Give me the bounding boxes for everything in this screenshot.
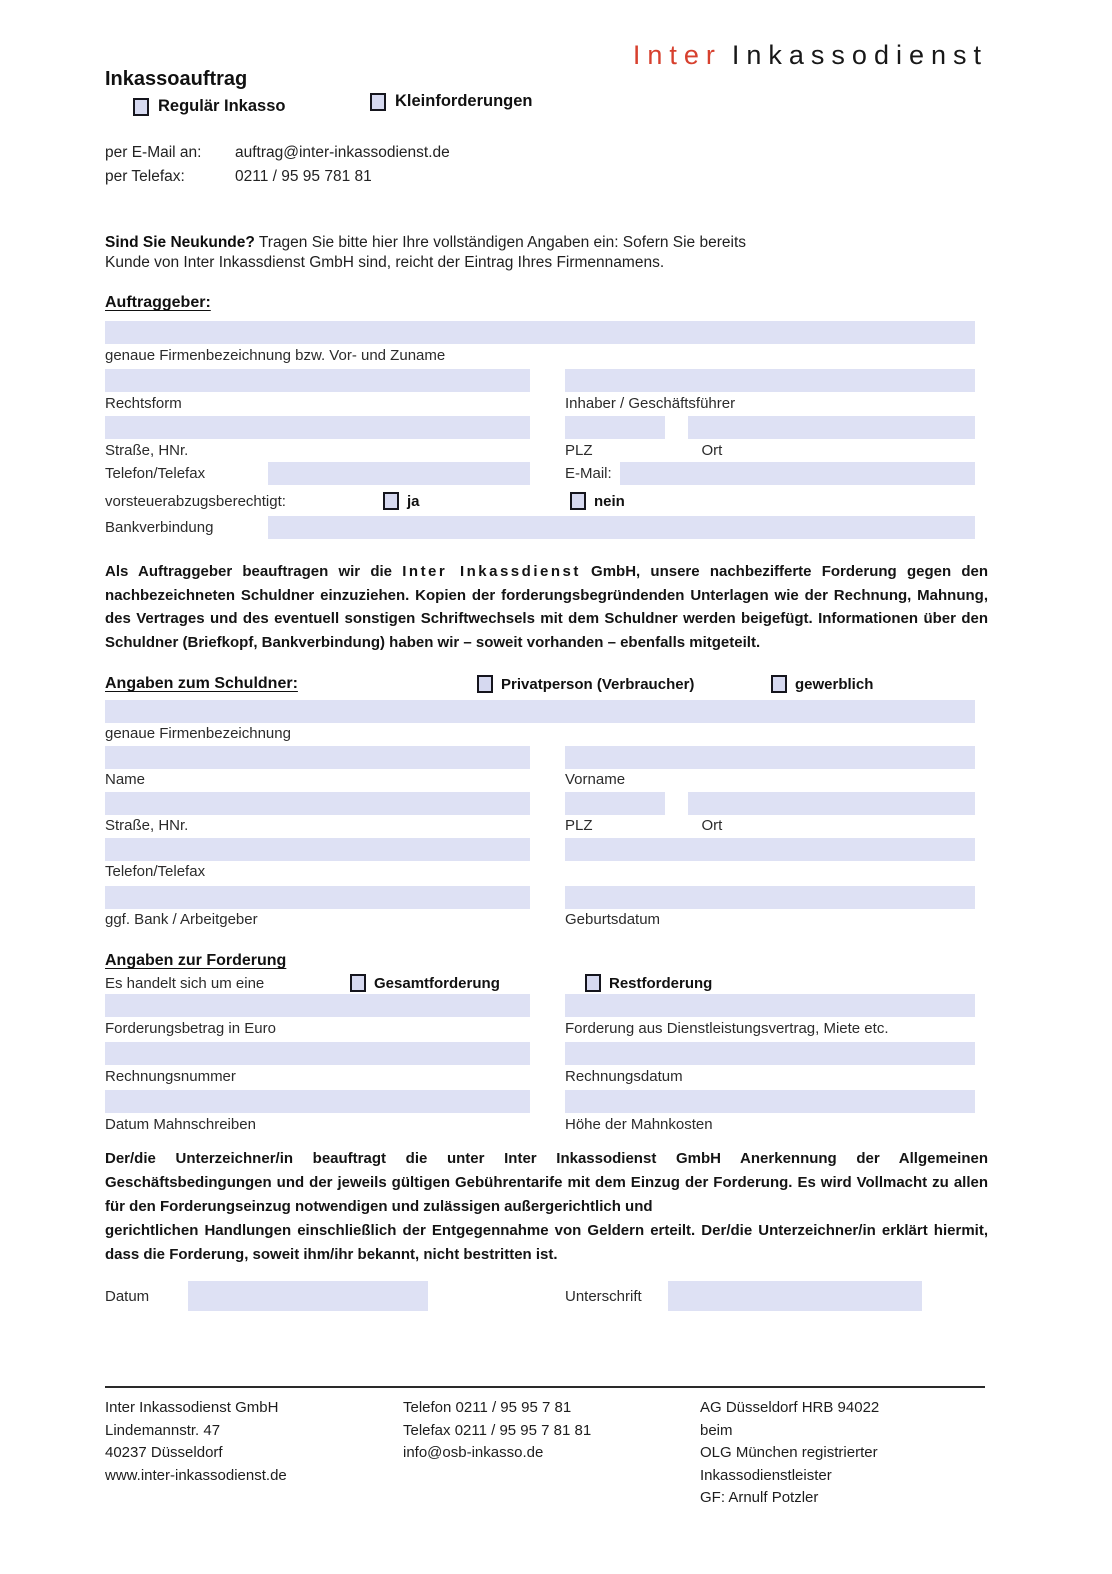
auftraggeber-email-input[interactable] <box>620 462 975 485</box>
datum-input[interactable] <box>188 1281 428 1311</box>
newcustomer-note <box>105 233 777 273</box>
section-schuldner <box>105 675 988 928</box>
mandate-brand: Inter Inkassdienst <box>402 563 581 580</box>
auftraggeber-firma-input[interactable] <box>105 321 975 344</box>
auftraggeber-plz-label: PLZ <box>565 442 593 459</box>
footer-company-name: Inter Inkassodienst GmbH <box>105 1399 279 1416</box>
restforderung-checkbox[interactable] <box>585 974 601 992</box>
company-logo <box>633 40 988 71</box>
rechnungsdatum-input[interactable] <box>565 1042 975 1065</box>
gewerblich-checkbox[interactable] <box>771 675 787 693</box>
inhaber-input[interactable] <box>565 369 975 392</box>
auftraggeber-firma-label: genaue Firmenbezeichnung bzw. Vor- und Zuname <box>105 347 446 364</box>
datum-label: Datum <box>105 1287 150 1305</box>
schuldner-bank-input[interactable] <box>105 886 530 909</box>
footer-street: Lindemannstr. 47 <box>105 1421 221 1439</box>
footer-register-4: Inkassodienstleister <box>700 1466 832 1484</box>
schuldner-plz-label: PLZ <box>565 817 593 834</box>
schuldner-extra-input[interactable] <box>565 838 975 861</box>
gesamtforderung-label: Gesamtforderung <box>374 974 500 992</box>
auftraggeber-ort-input[interactable] <box>688 416 975 439</box>
mahnschreiben-datum-label: Datum Mahnschreiben <box>105 1116 256 1133</box>
forderung-heading: Angaben zur Forderung <box>105 952 287 969</box>
forderungsbetrag-label: Forderungsbetrag in Euro <box>105 1020 276 1037</box>
auftraggeber-plz-input[interactable] <box>565 416 665 439</box>
mahnschreiben-datum-input[interactable] <box>105 1090 530 1113</box>
section-auftraggeber <box>105 294 988 539</box>
footer-register: AG Düsseldorf HRB 94022 <box>700 1399 880 1416</box>
fax-label: per Telefax: <box>105 168 185 185</box>
regulaer-inkasso-label: Regulär Inkasso <box>158 97 286 115</box>
unterschrift-input[interactable] <box>668 1281 922 1311</box>
mahnkosten-input[interactable] <box>565 1090 975 1113</box>
schuldner-vorname-input[interactable] <box>565 746 975 769</box>
privatperson-label: Privatperson (Verbraucher) <box>501 675 695 693</box>
footer-city: 40237 Düsseldorf <box>105 1444 223 1461</box>
form-content <box>105 233 988 1311</box>
signature-row <box>105 1281 988 1311</box>
mandate-part1: Als Auftraggeber beauftragen wir die <box>105 563 403 580</box>
schuldner-strasse-input[interactable] <box>105 792 530 815</box>
newcustomer-text: Tragen Sie bitte hier Ihre vollständigen Angaben ein: Sofern Sie bereits Kunde von Inter Inkassdienst GmbH sind, reicht der Eintrag Ihres Firmennamens. <box>105 234 747 271</box>
schuldner-strasse-label: Straße, HNr. <box>105 817 189 834</box>
order-type-row <box>133 92 533 116</box>
rechtsform-input[interactable] <box>105 369 530 392</box>
vorsteuer-ja-checkbox[interactable] <box>383 492 399 510</box>
inhaber-label: Inhaber / Geschäftsführer <box>565 395 736 412</box>
gesamtforderung-checkbox[interactable] <box>350 974 366 992</box>
schuldner-name-label: Name <box>105 771 146 788</box>
schuldner-geburtsdatum-input[interactable] <box>565 886 975 909</box>
schuldner-geburtsdatum-label: Geburtsdatum <box>565 911 661 928</box>
footer <box>105 1386 985 1510</box>
forderungsgrund-label: Forderung aus Dienstleistungsvertrag, Miete etc. <box>565 1020 889 1037</box>
forderungsgrund-input[interactable] <box>565 994 975 1017</box>
rechtsform-label: Rechtsform <box>105 395 182 412</box>
email-label: per E-Mail an: <box>105 144 202 161</box>
auftraggeber-heading: Auftraggeber: <box>105 294 211 311</box>
newcustomer-question: Sind Sie Neukunde? <box>105 234 255 251</box>
schuldner-name-input[interactable] <box>105 746 530 769</box>
rechnungsnummer-input[interactable] <box>105 1042 530 1065</box>
vorsteuer-nein-label: nein <box>594 492 625 510</box>
mandate-part2: GmbH, unsere nachbezifferte Forderung gegen den nachbezeichneten Schuldner einzuziehen. Kopien der forderungsbegründenden Unterlagen wie der Rechnung, Mahnung, des Vertrages und des eventuell sonstigen Schriftwechsels mit dem Schuldner werden beigefügt. Informationen über den Schuldner (Briefkopf, Bankverbindung) haben wir – soweit vorhanden – ebenfalls mitgeteilt. <box>105 563 988 651</box>
footer-register-3: OLG München registrierter <box>700 1444 878 1461</box>
schuldner-firma-input[interactable] <box>105 700 975 723</box>
schuldner-ort-input[interactable] <box>688 792 975 815</box>
bankverbindung-label: Bankverbindung <box>105 519 214 536</box>
forderung-intro-label: Es handelt sich um eine <box>105 974 265 992</box>
vorsteuer-nein-checkbox[interactable] <box>570 492 586 510</box>
footer-email: info@osb-inkasso.de <box>403 1444 544 1461</box>
form-title: Inkassoauftrag <box>105 68 248 90</box>
schuldner-ort-label: Ort <box>701 817 723 834</box>
logo-inter: Inter <box>632 40 722 70</box>
regulaer-inkasso-checkbox[interactable] <box>133 98 149 116</box>
mahnkosten-label: Höhe der Mahnkosten <box>565 1116 713 1133</box>
schuldner-plz-input[interactable] <box>565 792 665 815</box>
authorization-paragraph-1: Der/die Unterzeichner/in beauftragt die unter Inter Inkassodienst GmbH Anerkennung der Allgemeinen Geschäftsbedingungen und der jeweils gültigen Gebührentarife mit dem Einzug der Forderung. Es wird Vollmacht zu allen für den Forderungseinzug notwendigen und zulässigen außergerichtlich und <box>105 1150 988 1215</box>
section-forderung <box>105 952 988 1133</box>
mandate-paragraph <box>105 560 988 654</box>
vorsteuer-label: vorsteuerabzugsberechtigt: <box>105 492 286 510</box>
restforderung-label: Restforderung <box>609 974 713 992</box>
footer-website: www.inter-inkassodienst.de <box>105 1466 287 1484</box>
unterschrift-label: Unterschrift <box>565 1287 642 1305</box>
footer-company-column <box>105 1397 403 1510</box>
rechnungsnummer-label: Rechnungsnummer <box>105 1068 236 1085</box>
auftraggeber-email-label: E-Mail: <box>565 465 612 482</box>
auftraggeber-ort-label: Ort <box>701 442 723 459</box>
schuldner-firma-label: genaue Firmenbezeichnung <box>105 725 291 742</box>
footer-contact-column <box>403 1397 700 1510</box>
authorization-paragraph-2: gerichtlichen Handlungen einschließlich der Entgegennahme von Geldern erteilt. Der/die Unterzeichner/in erklärt hiermit, dass die Forderung, soweit ihm/ihr bekannt, nicht bestritten ist. <box>105 1222 988 1263</box>
contact-block <box>105 141 450 189</box>
privatperson-checkbox[interactable] <box>477 675 493 693</box>
footer-telefon: Telefon 0211 / 95 95 7 81 <box>403 1399 572 1416</box>
auftraggeber-strasse-input[interactable] <box>105 416 530 439</box>
header <box>0 0 1112 233</box>
logo-inkassodienst: Inkassodienst <box>731 40 988 70</box>
footer-managing-director: GF: Arnulf Potzler <box>700 1489 819 1506</box>
bankverbindung-input[interactable] <box>268 516 975 539</box>
schuldner-telefon-label: Telefon/Telefax <box>105 863 206 880</box>
gewerblich-label: gewerblich <box>795 675 874 693</box>
vorsteuer-ja-label: ja <box>407 492 420 510</box>
schuldner-vorname-label: Vorname <box>565 771 626 788</box>
footer-legal-column <box>700 1397 879 1510</box>
footer-telefax: Telefax 0211 / 95 95 7 81 81 <box>403 1421 592 1439</box>
auftraggeber-telefon-input[interactable] <box>268 462 530 485</box>
auftraggeber-telefon-label: Telefon/Telefax <box>105 465 206 482</box>
fax-value: 0211 / 95 95 781 81 <box>235 168 372 185</box>
schuldner-bank-label: ggf. Bank / Arbeitgeber <box>105 911 258 928</box>
schuldner-telefon-input[interactable] <box>105 838 530 861</box>
rechnungsdatum-label: Rechnungsdatum <box>565 1068 683 1085</box>
footer-register-2: beim <box>700 1421 733 1439</box>
order-type-klein <box>370 92 533 111</box>
schuldner-heading: Angaben zum Schuldner: <box>105 675 298 692</box>
kleinforderungen-checkbox[interactable] <box>370 93 386 111</box>
kleinforderungen-label: Kleinforderungen <box>395 92 533 110</box>
forderungsbetrag-input[interactable] <box>105 994 530 1017</box>
auftraggeber-strasse-label: Straße, HNr. <box>105 442 189 459</box>
email-value: auftrag@inter-inkassodienst.de <box>235 144 450 161</box>
order-type-regular <box>133 97 370 116</box>
